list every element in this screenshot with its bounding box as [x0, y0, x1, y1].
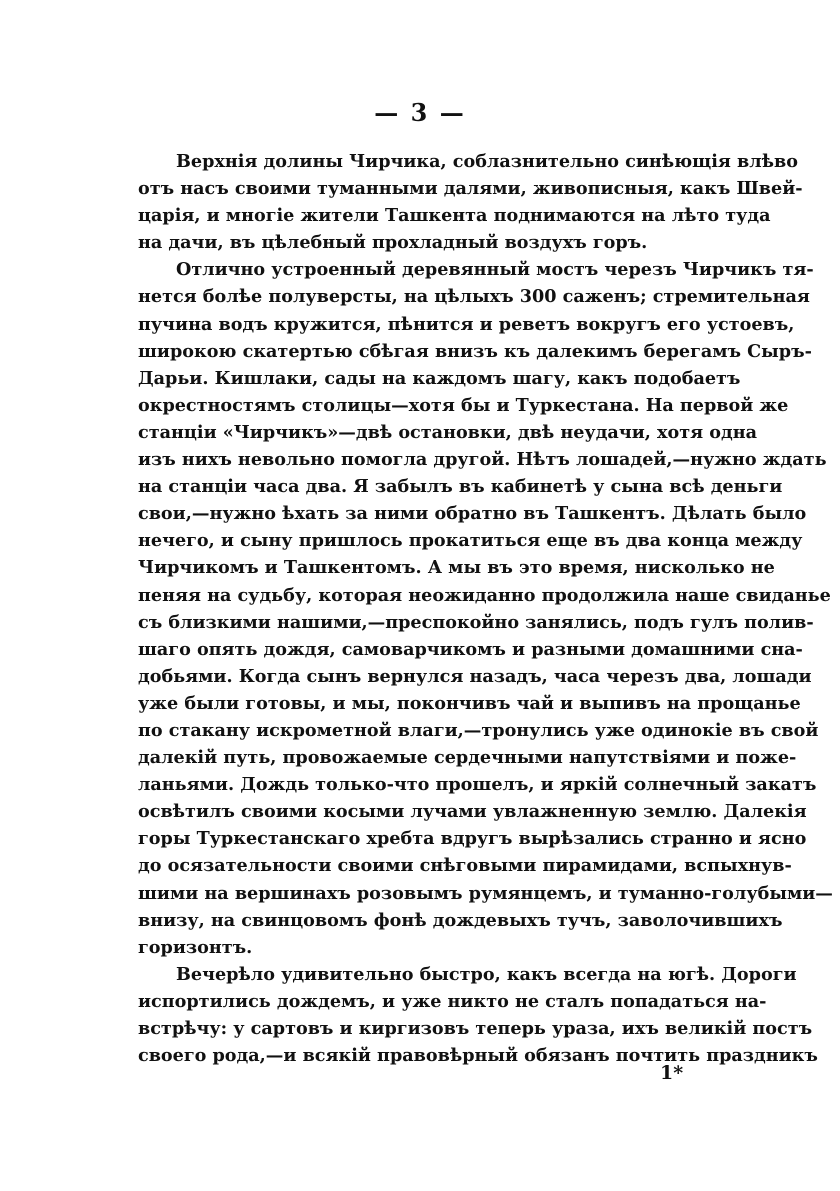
text-line: до осязательности своими снѣговыми пирамидами, вспыхнув-: [138, 855, 792, 877]
text-line: на станціи часа два. Я забылъ въ кабинетѣ у сына всѣ деньги: [138, 476, 783, 498]
body-text: [138, 148, 833, 1069]
text-line: горы Туркестанскаго хребта вдругъ вырѣзались странно и ясно: [138, 828, 807, 850]
text-line: станціи «Чирчикъ»—двѣ остановки, двѣ неудачи, хотя одна: [138, 421, 757, 443]
text-line: съ близкими нашими,—преспокойно занялись, подъ гулъ полив-: [138, 611, 814, 633]
text-line: окрестностямъ столицы—хотя бы и Туркестана. На первой же: [138, 394, 789, 416]
text-line: шаго опять дождя, самоварчикомъ и разными домашними сна-: [138, 638, 803, 660]
text-line: внизу, на свинцовомъ фонѣ дождевыхъ тучъ, заволочившихъ: [138, 909, 783, 931]
text-line: нечего, и сыну пришлось прокатиться еще въ два конца между: [138, 530, 803, 552]
text-line: изъ нихъ невольно помогла другой. Нѣтъ лошадей,—нужно ждать: [138, 449, 827, 471]
text-line: Чирчикомъ и Ташкентомъ. А мы въ это время, нисколько не: [138, 557, 775, 579]
paragraph-2: [138, 256, 833, 960]
page-number: — 3 —: [374, 98, 466, 127]
signature-mark: 1*: [660, 1062, 684, 1084]
text-line: отъ насъ своими туманными далями, живописныя, какъ Швей-: [138, 178, 803, 200]
text-line: свои,—нужно ѣхать за ними обратно въ Ташкентъ. Дѣлать было: [138, 503, 807, 525]
text-line: далекій путь, провожаемые сердечными напутствіями и поже-: [138, 747, 797, 769]
text-line: встрѣчу: у сартовъ и киргизовъ теперь ураза, ихъ великій постъ: [138, 1018, 813, 1039]
text-line: Отлично устроенный деревянный мостъ черезъ Чирчикъ тя-: [176, 259, 814, 281]
text-line: нется болѣе полуверсты, на цѣлыхъ 300 саженъ; стремительная: [138, 286, 810, 308]
text-line: своего рода,—и всякій правовѣрный обязанъ почтить праздникъ: [138, 1045, 818, 1067]
text-line: освѣтилъ своими косыми лучами увлажненную землю. Далекія: [138, 801, 807, 823]
text-line: Вечерѣло удивительно быстро, какъ всегда на югѣ. Дороги: [176, 963, 797, 985]
text-line: Верхнія долины Чирчика, соблазнительно синѣющія влѣво: [176, 151, 798, 172]
text-line: горизонтъ.: [138, 936, 253, 958]
text-line: царія, и многіе жители Ташкента поднимаются на лѣто туда: [138, 205, 771, 227]
text-line: добьями. Когда сынъ вернулся назадъ, часа черезъ два, лошади: [138, 665, 812, 687]
text-line: по стакану искрометной влаги,—тронулись уже одинокіе въ свой: [138, 719, 819, 741]
text-line: испортились дождемъ, и уже никто не сталъ попадаться на-: [138, 990, 767, 1012]
paragraph-1: [138, 148, 803, 256]
text-line: пеняя на судьбу, которая неожиданно продолжила наше свиданье: [138, 584, 831, 606]
paragraph-3: [138, 961, 818, 1069]
text-line: уже были готовы, и мы, покончивъ чай и выпивъ на прощанье: [138, 692, 801, 714]
text-line: шими на вершинахъ розовымъ румянцемъ, и туманно-голубыми—: [138, 882, 833, 904]
text-line: на дачи, въ цѣлебный прохладный воздухъ горъ.: [138, 232, 648, 254]
text-line: ланьями. Дождь только-что прошелъ, и яркій солнечный закатъ: [138, 774, 817, 796]
text-line: широкою скатертью сбѣгая внизъ къ далекимъ берегамъ Сыръ-: [138, 340, 812, 362]
text-line: Дарьи. Кишлаки, сады на каждомъ шагу, какъ подобаетъ: [138, 367, 741, 389]
text-line: пучина водъ кружится, пѣнится и реветъ вокругъ его устоевъ,: [138, 313, 795, 335]
